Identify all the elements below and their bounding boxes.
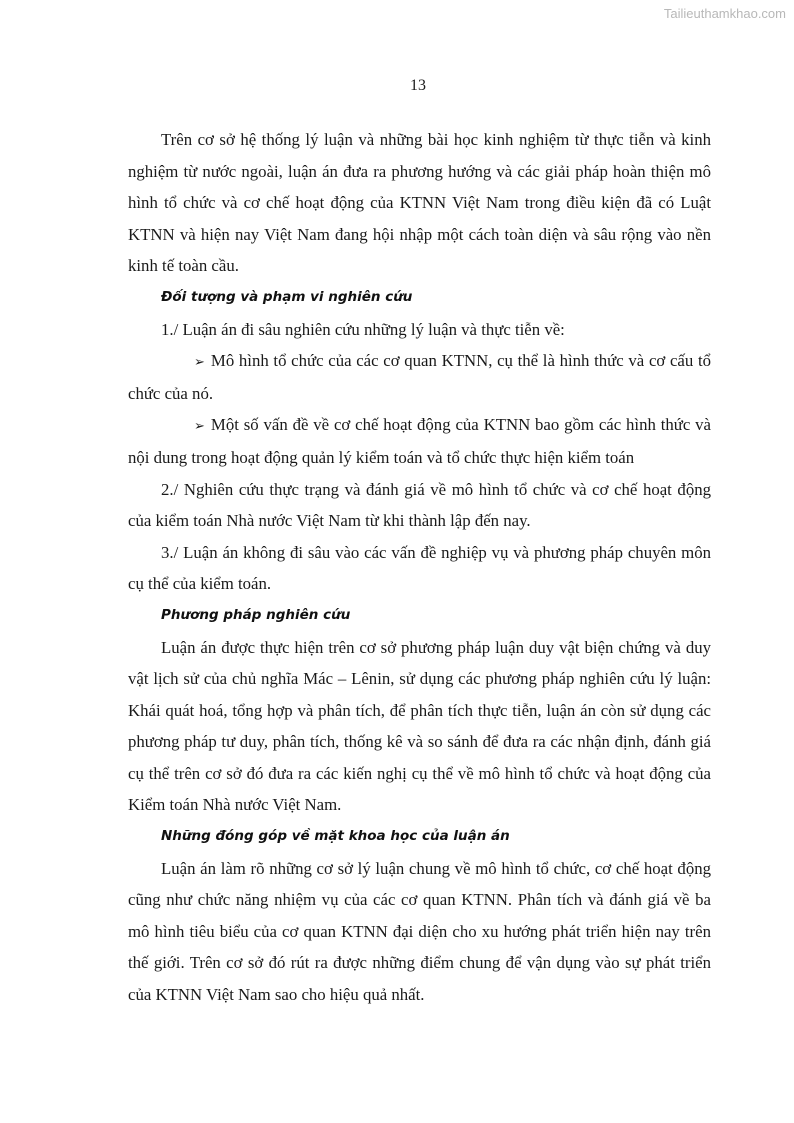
heading-method: Phương pháp nghiên cứu xyxy=(161,606,351,623)
bullet-item xyxy=(128,409,711,473)
scope-item-2: 2./ Nghiên cứu thực trạng và đánh giá về mô hình tổ chức và cơ chế hoạt động của kiểm toán Nhà nước Việt Nam từ khi thành lập đến nay. xyxy=(128,479,711,531)
scope-item-1: 1./ Luận án đi sâu nghiên cứu những lý luận và thực tiễn về: xyxy=(161,319,565,339)
document-body xyxy=(128,124,711,1011)
heading-contribution: Những đóng góp về mặt khoa học của luận án xyxy=(161,828,510,845)
arrow-bullet-icon: ➢ xyxy=(194,418,205,434)
method-paragraph: Luận án được thực hiện trên cơ sở phương pháp luận duy vật biện chứng và duy vật lịch sử của chủ nghĩa Mác – Lênin, sử dụng các phương pháp nghiên cứu lý luận: Khái quát hoá, tổng hợp và phân tích, để phân tích thực tiễn, luận án còn sử dụng các phương pháp tư duy, phân tích, thống kê và so sánh để đưa ra các nhận định, đánh giá cụ thể trên cơ sở đó đưa ra các kiến nghị cụ thể về mô hình tổ chức và hoạt động của Kiểm toán Nhà nước Việt Nam. xyxy=(128,637,711,815)
bullet-text: Mô hình tổ chức của các cơ quan KTNN, cụ thể là hình thức và cơ cấu tổ chức của nó. xyxy=(128,351,711,403)
page-number: 13 xyxy=(410,77,426,94)
watermark: Tailieuthamkhao.com xyxy=(663,6,786,21)
arrow-bullet-icon: ➢ xyxy=(194,354,205,370)
heading-scope: Đối tượng và phạm vi nghiên cứu xyxy=(161,288,413,305)
bullet-item xyxy=(128,345,711,409)
scope-item-3: 3./ Luận án không đi sâu vào các vấn đề nghiệp vụ và phương pháp chuyên môn cụ thể của kiểm toán. xyxy=(128,542,711,594)
bullet-text: Một số vấn đề về cơ chế hoạt động của KTNN bao gồm các hình thức và nội dung trong hoạt động quản lý kiểm toán và tổ chức thực hiện kiểm toán xyxy=(128,415,711,467)
contribution-paragraph: Luận án làm rõ những cơ sở lý luận chung về mô hình tổ chức, cơ chế hoạt động cũng như chức năng nhiệm vụ của các cơ quan KTNN. Phân tích và đánh giá về ba mô hình tiêu biểu của cơ quan KTNN đại diện cho xu hướng phát triển hiện nay trên thế giới. Trên cơ sở đó rút ra được những điểm chung để vận dụng vào sự phát triển của KTNN Việt Nam sao cho hiệu quả nhất. xyxy=(128,858,711,1005)
intro-paragraph: Trên cơ sở hệ thống lý luận và những bài học kinh nghiệm từ thực tiễn và kinh nghiệm từ nước ngoài, luận án đưa ra phương hướng và các giải pháp hoàn thiện mô hình tổ chức và cơ chế hoạt động của KTNN Việt Nam trong điều kiện đã có Luật KTNN và hiện nay Việt Nam đang hội nhập một cách toàn diện và sâu rộng vào nền kinh tế toàn cầu. xyxy=(128,130,711,276)
